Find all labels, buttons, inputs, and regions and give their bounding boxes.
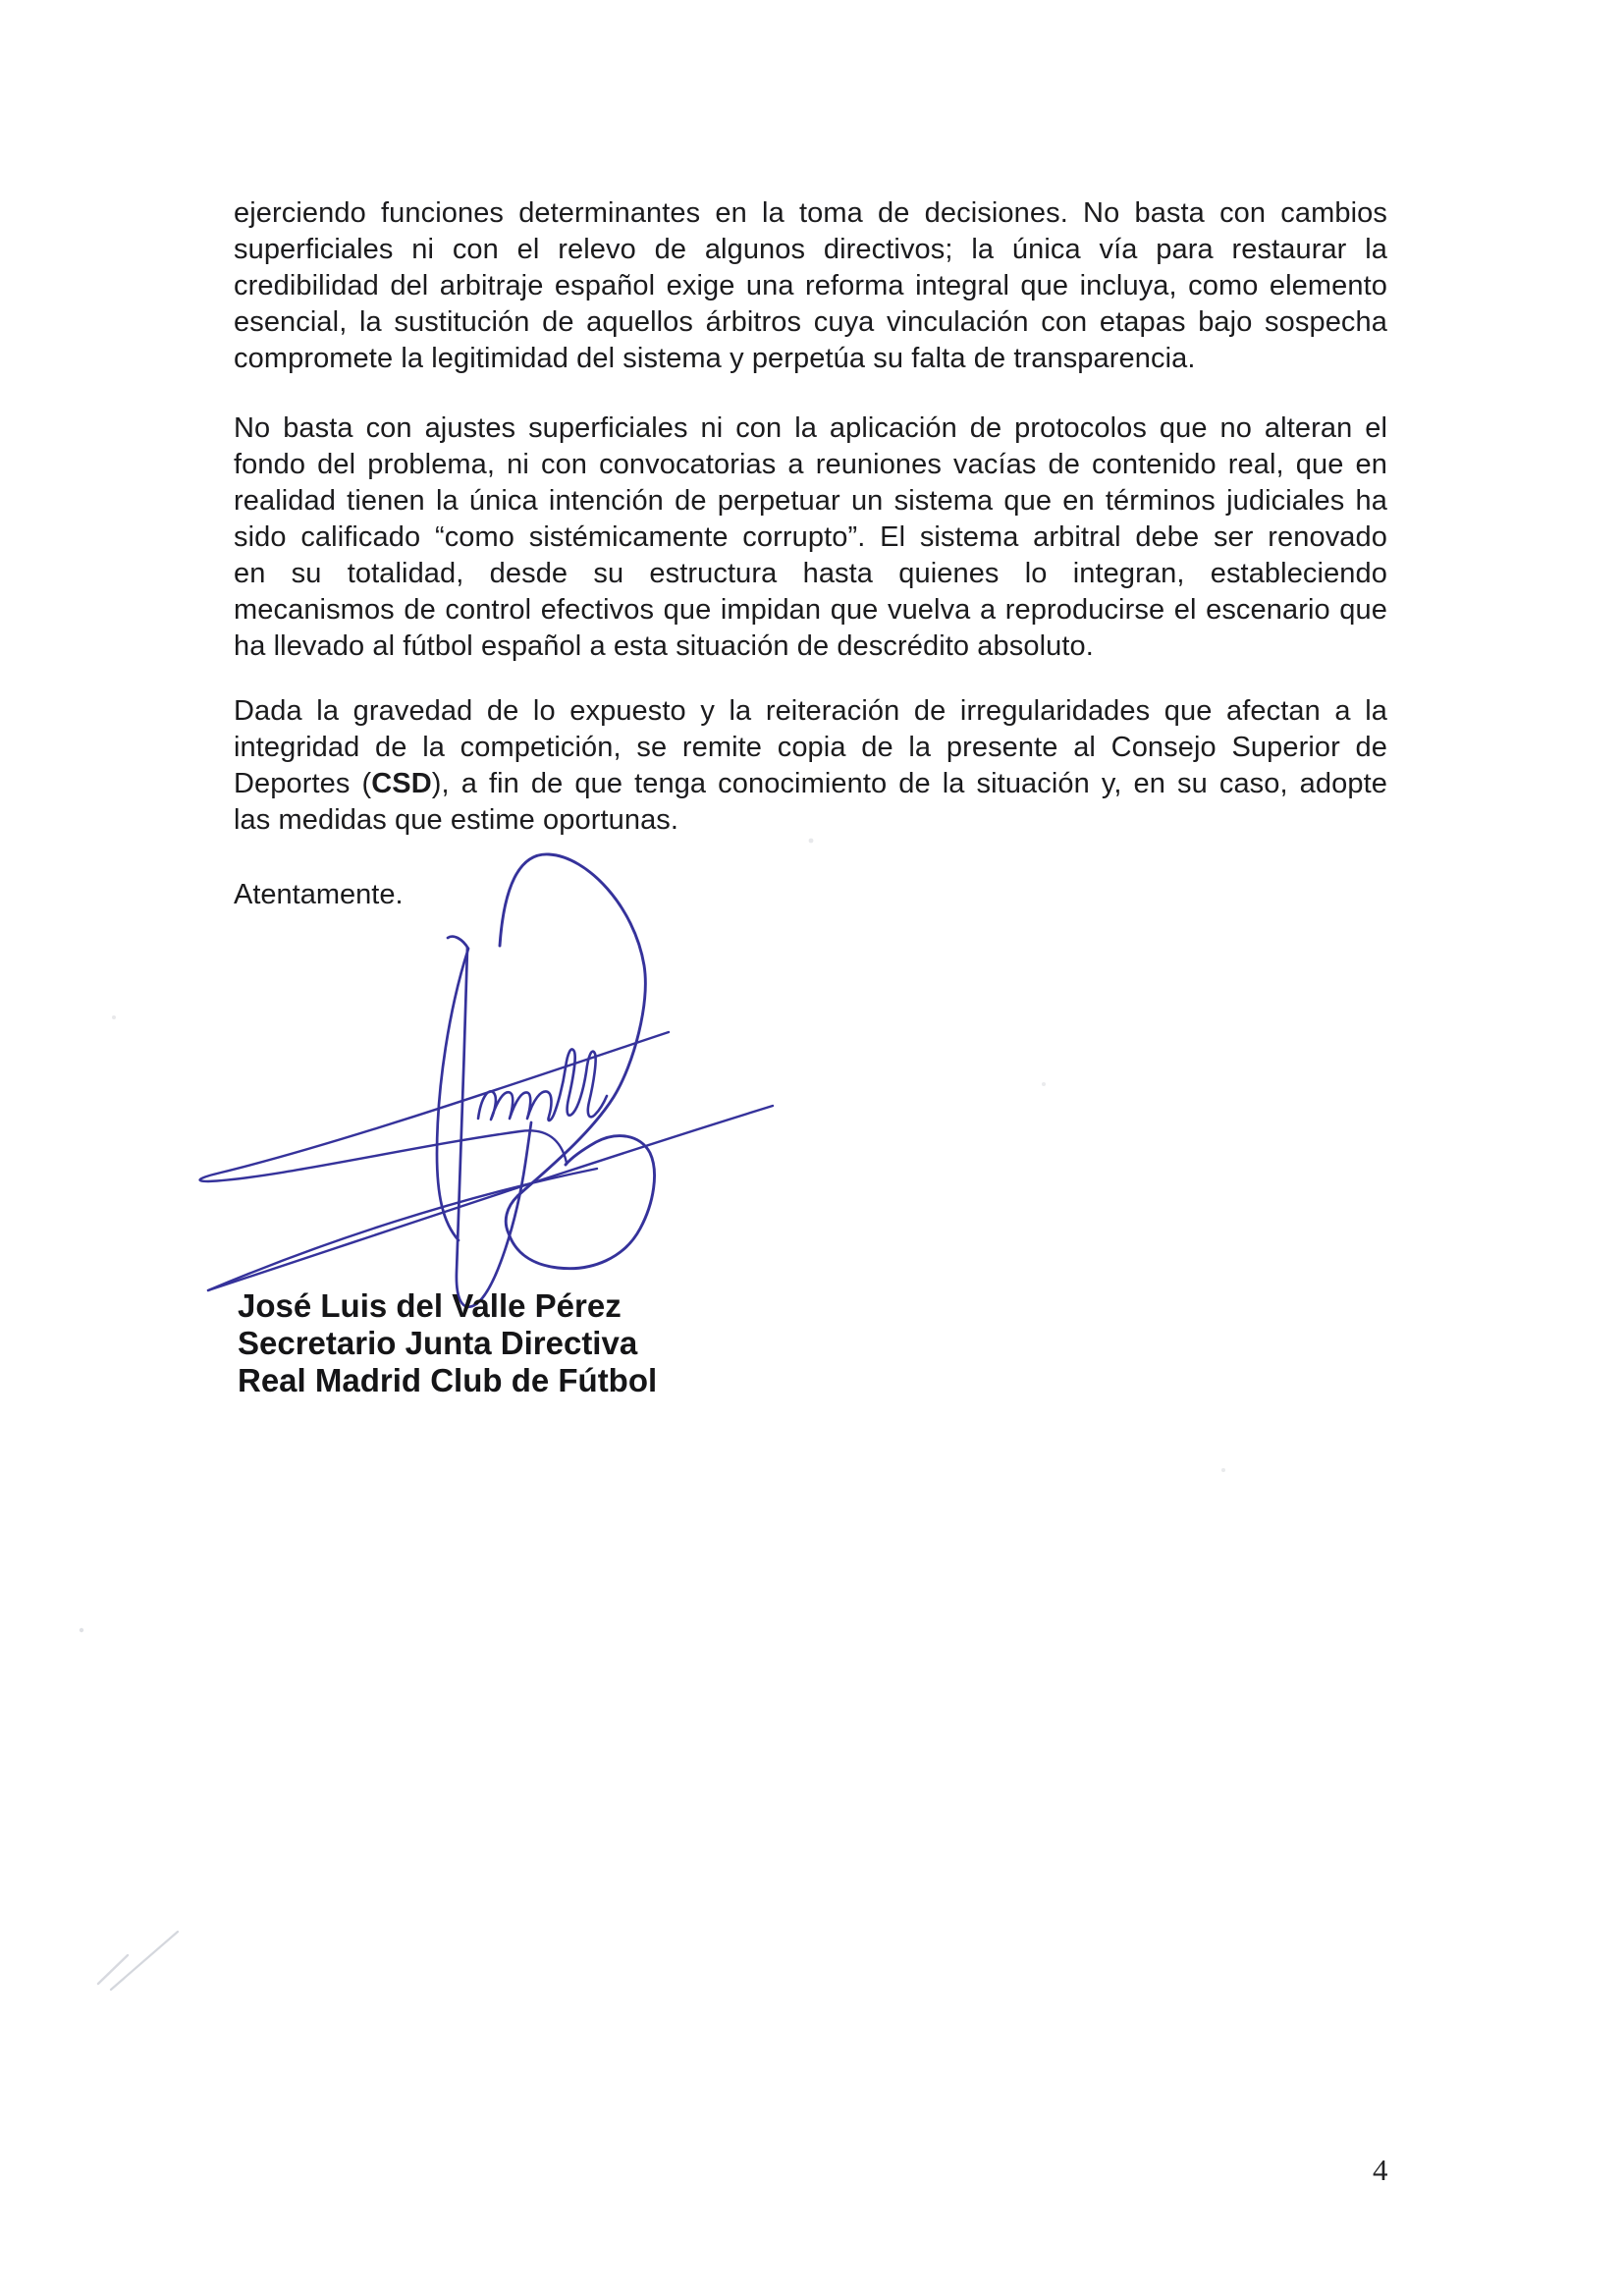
signer-organization: Real Madrid Club de Fútbol [238, 1362, 658, 1398]
paragraph-1 [234, 195, 1387, 377]
page-number: 4 [1373, 2153, 1388, 2187]
paragraph-line: ha llevado al fútbol español a esta situación de descrédito absoluto. [234, 630, 1094, 662]
paragraph-line: esencial, la sustitución de aquellos árbitros cuya vinculación con etapas bajo sospecha [234, 306, 1387, 338]
paragraph-line: mecanismos de control efectivos que impidan que vuelva a reproducirse el escenario que [234, 594, 1387, 626]
signature-stroke [478, 1049, 607, 1121]
paragraph-line: Dada la gravedad de lo expuesto y la reiteración de irregularidades que afectan a la [234, 695, 1387, 727]
paragraph-2 [234, 410, 1387, 665]
signer-title: Secretario Junta Directiva [238, 1325, 638, 1361]
paragraph-line: sido calificado “como sistémicamente corrupto”. El sistema arbitral debe ser renovado [234, 521, 1387, 553]
signature-stroke [208, 1106, 773, 1290]
paragraph-line: compromete la legitimidad del sistema y perpetúa su falta de transparencia. [234, 343, 1196, 374]
paragraph-line: en su totalidad, desde su estructura hasta quienes lo integran, estableciendo [234, 558, 1387, 589]
signer-block [238, 1287, 657, 1399]
signature-stroke [457, 948, 531, 1307]
closing-salutation: Atentamente. [234, 879, 404, 910]
paragraph-line: las medidas que estime oportunas. [234, 804, 679, 836]
signature-stroke [200, 1032, 669, 1181]
paragraph-line: fondo del problema, ni con convocatorias a reuniones vacías de contenido real, que en [234, 449, 1387, 480]
paragraph-line: credibilidad del arbitraje español exige una reforma integral que incluya, como elemento [234, 270, 1387, 301]
paragraph-line: Deportes (CSD), a fin de que tenga conocimiento de la situación y, en su caso, adopte [234, 768, 1387, 799]
paragraph-line: integridad de la competición, se remite copia de la presente al Consejo Superior de [234, 732, 1387, 763]
paragraph-line: ejerciendo funciones determinantes en la toma de decisiones. No basta con cambios [234, 197, 1387, 229]
paragraph-line: No basta con ajustes superficiales ni con la aplicación de protocolos que no alteran el [234, 412, 1387, 444]
handwritten-signature [128, 830, 815, 1331]
paragraph-line: superficiales ni con el relevo de algunos directivos; la única vía para restaurar la [234, 234, 1387, 265]
signature-stroke [208, 1169, 597, 1290]
signer-name: José Luis del Valle Pérez [238, 1287, 622, 1324]
paragraph-3 [234, 693, 1387, 839]
paragraph-line: realidad tienen la única intención de perpetuar un sistema que en términos judiciales ha [234, 485, 1387, 517]
signature-stroke [500, 854, 655, 1269]
signature-stroke [437, 937, 468, 1240]
